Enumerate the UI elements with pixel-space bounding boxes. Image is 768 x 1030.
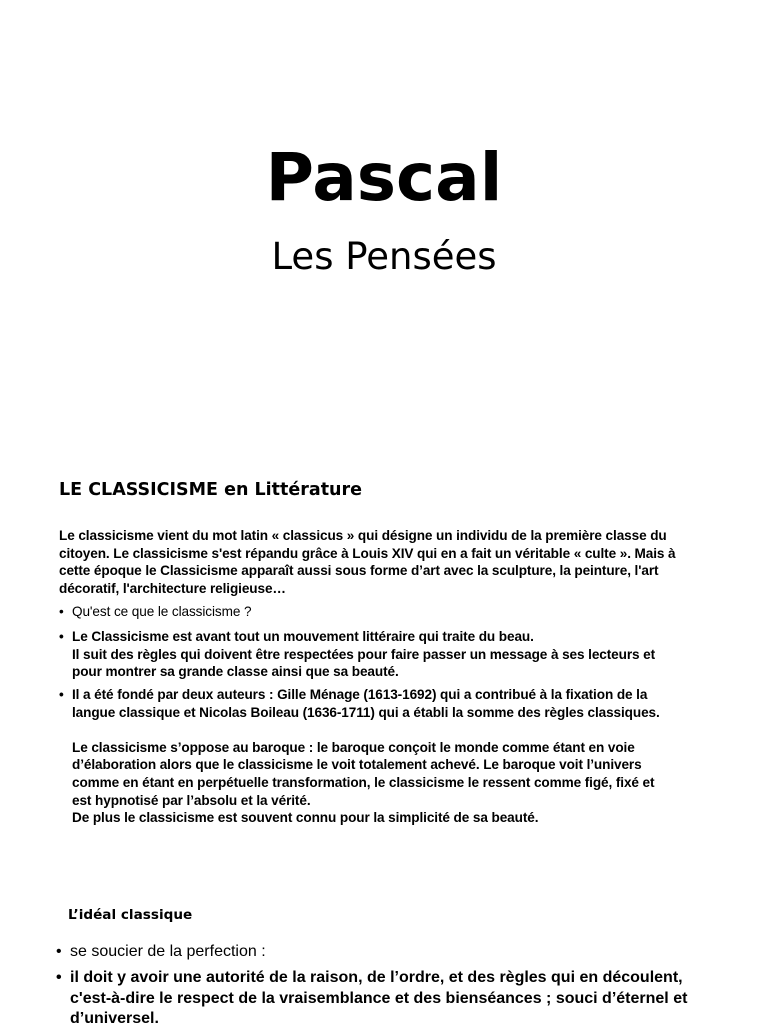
intro-paragraph [59, 527, 719, 597]
bullet-text: d’universel. [70, 1010, 159, 1027]
bullet-text: Qu'est ce que le classicisme ? [72, 604, 252, 619]
bullet-spacer [72, 721, 712, 739]
bullet-text: Il a été fondé par deux auteurs : Gille Ménage (1613-1692) qui a contribué à la fixation de la [72, 687, 648, 702]
bullet-text: De plus le classicisme est souvent connu pour la simplicité de sa beauté. [72, 810, 539, 826]
bullet-icon: • [56, 943, 62, 960]
bullet-icon: • [59, 629, 64, 644]
intro-line: citoyen. Le classicisme s'est répandu grâce à Louis XIV qui en a fait un véritable « culte ». Mais à [59, 545, 676, 561]
intro-line: Le classicisme vient du mot latin « classicus » qui désigne un individu de la première classe du [59, 528, 667, 543]
page-subtitle: Les Pensées [271, 235, 497, 278]
section-heading: LE CLASSICISME en Littérature [59, 480, 363, 500]
intro-line: décoratif, l'architecture religieuse… [59, 580, 286, 596]
intro-line: cette époque le Classicisme apparaît aussi sous forme d’art avec la sculpture, la peinture, l'art [59, 563, 659, 579]
bullet-text: langue classique et Nicolas Boileau (1636-1711) qui a établi la somme des règles classiques. [72, 704, 660, 720]
bullet-text: Le classicisme s’oppose au baroque : le baroque conçoit le monde comme étant en voie [72, 739, 635, 755]
bullet-text: il doit y avoir une autorité de la raison, de l’ordre, et des règles qui en découlent, [70, 969, 683, 986]
bullet-icon: • [59, 687, 64, 702]
bullet-text: Il suit des règles qui doivent être respectées pour faire passer un message à ses lecteurs et [72, 646, 656, 662]
bullet-text: d’élaboration alors que le classicisme le voit totalement achevé. Le baroque voit l’univers [72, 757, 642, 773]
page-title: Pascal [265, 139, 503, 216]
bullet-text: est hypnotisé par l’absolu et la vérité. [72, 792, 311, 808]
bullet-text: comme en étant en perpétuelle transformation, le classicisme le ressent comme figé, fixé et [72, 774, 655, 790]
bullet-text: se soucier de la perfection : [70, 943, 266, 960]
bullet-text: c'est-à-dire le respect de la vraisemblance et des bienséances ; souci d’éternel et [70, 989, 688, 1007]
bullet-icon: • [59, 604, 64, 619]
bullet-text: Le Classicisme est avant tout un mouvement littéraire qui traite du beau. [72, 629, 534, 644]
bullet-text: pour montrer sa grande classe ainsi que sa beauté. [72, 664, 399, 680]
ideal-heading: L’idéal classique [68, 907, 193, 923]
bullet-icon: • [56, 969, 62, 986]
